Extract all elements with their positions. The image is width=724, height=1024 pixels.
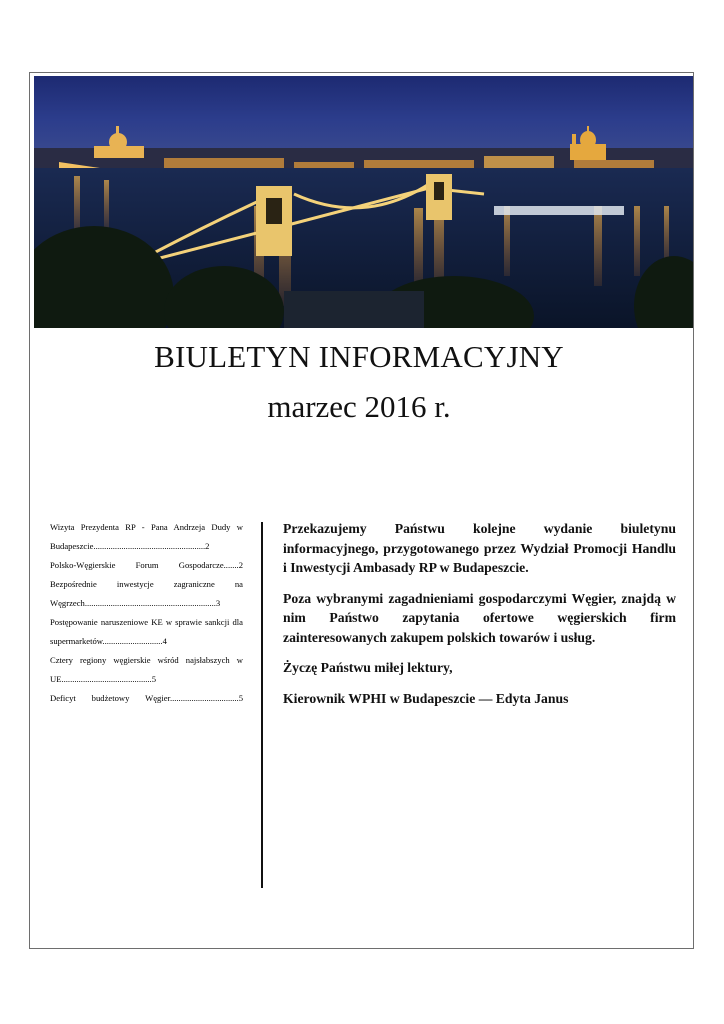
toc-leader: .......................................... xyxy=(61,674,152,684)
toc-leader: .................................................... xyxy=(93,541,206,551)
toc-item-text: Cztery regiony węgierskie wśród najsłabszych w UE xyxy=(50,655,243,684)
budapest-night-illustration xyxy=(34,76,693,328)
intro-paragraph: Przekazujemy Państwu kolejne wydanie biuletynu informacyjnego, przygotowanego przez Wydział Promocji Handlu i Inwestycji Ambasady RP w Budapeszcie. xyxy=(283,521,676,575)
toc-item[interactable] xyxy=(50,518,243,556)
toc-item-page: 5 xyxy=(151,674,156,684)
intro-paragraph: Poza wybranymi zagadnieniami gospodarczymi Węgier, znajdą w nim Państwo zapytania ofertowe węgierskich firm zainteresowanych zakupem polskich towarów i usług. xyxy=(283,590,676,645)
table-of-contents xyxy=(50,518,243,708)
intro-text xyxy=(283,519,676,719)
toc-item[interactable] xyxy=(50,651,243,689)
bulletin-title: BIULETYN INFORMACYJNY xyxy=(154,339,564,374)
intro-greeting: Życzę Państwu miłej lektury, xyxy=(283,660,453,675)
toc-item[interactable] xyxy=(50,689,243,708)
bulletin-date: marzec 2016 r. xyxy=(267,389,451,424)
toc-leader: ............................................................. xyxy=(84,598,216,608)
intro-signature: Kierownik WPHI w Budapeszcie — Edyta Janus xyxy=(283,690,569,706)
toc-item-page: 3 xyxy=(215,598,221,608)
column-divider xyxy=(261,522,263,888)
toc-item-text: Deficyt budżetowy Węgier xyxy=(50,693,170,703)
toc-item-page: 2 xyxy=(205,541,210,551)
toc-item[interactable] xyxy=(50,575,243,613)
toc-item-text: Wizyta Prezydenta RP - Pana Andrzeja Dudy w Budapeszcie xyxy=(50,522,243,551)
toc-item-text: Polsko-Węgierskie Forum Gospodarcze xyxy=(50,560,224,570)
toc-item-page: 5 xyxy=(238,693,243,703)
toc-item[interactable] xyxy=(50,556,243,575)
toc-item[interactable] xyxy=(50,613,243,651)
toc-leader: ....... xyxy=(223,560,239,570)
cover-photo xyxy=(34,76,693,328)
toc-item-text: Postępowanie naruszeniowe KE w sprawie sankcji dla supermarketów xyxy=(50,617,243,646)
toc-leader: ............................ xyxy=(102,636,163,646)
toc-item-page: 2 xyxy=(238,560,243,570)
toc-leader: ................................ xyxy=(169,693,239,703)
toc-item-page: 4 xyxy=(162,636,167,646)
toc-item-text: Bezpośrednie inwestycje zagraniczne na Węgrzech xyxy=(50,579,243,608)
